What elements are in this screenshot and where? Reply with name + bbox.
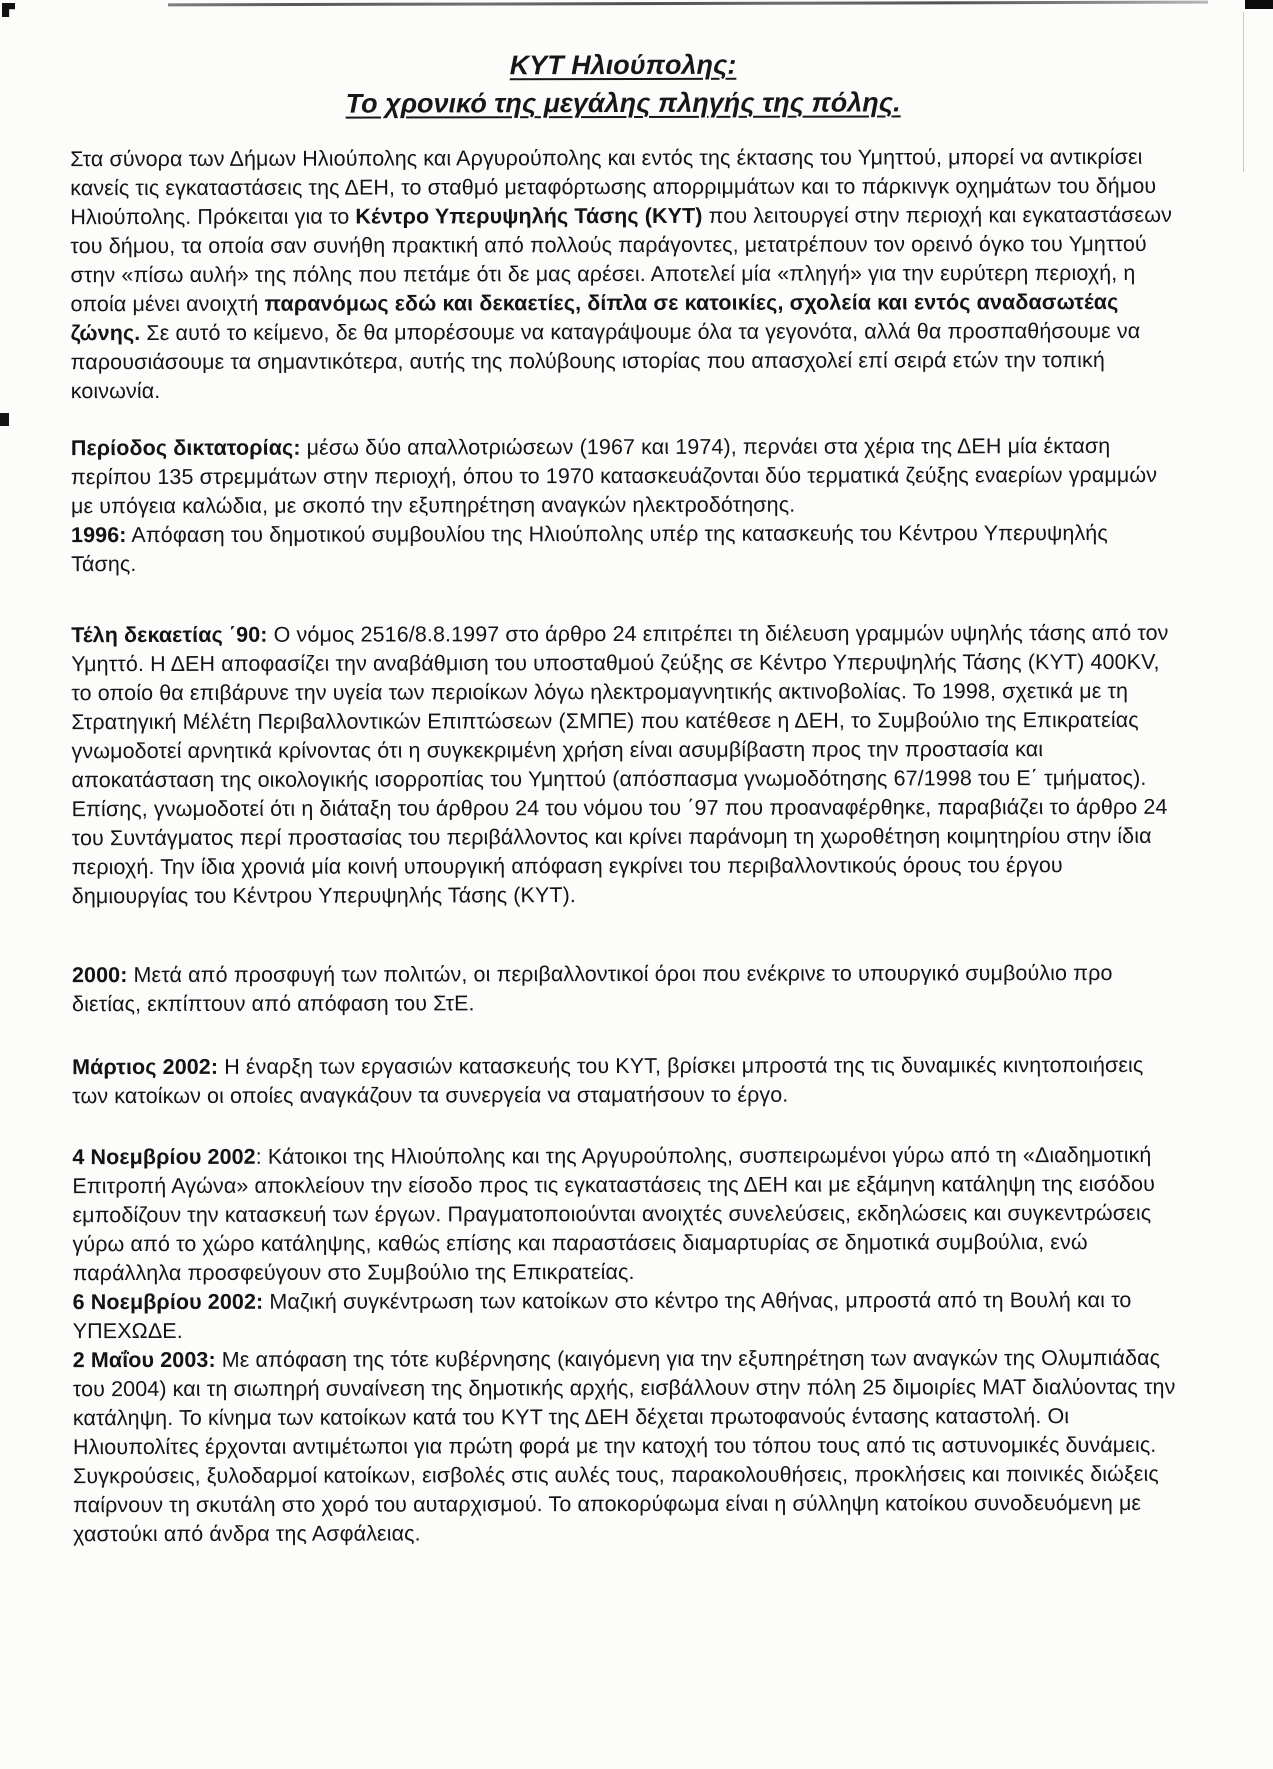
text-run: Μαζική συγκέντρωση των κατοίκων στο κέντρο της Αθήνας, μπροστά από τη Βουλή και το ΥΠΕΧΩΔΕ. bbox=[72, 1287, 1132, 1344]
bold-text-run: 2000: bbox=[71, 963, 128, 988]
bold-text-run: 6 Νοεμβρίου 2002: bbox=[72, 1289, 264, 1315]
bold-text-run: 1996: bbox=[70, 523, 127, 548]
paragraph-late-90s bbox=[71, 619, 1178, 911]
bold-text-run: Κέντρο Υπερυψηλής Τάσης (ΚΥΤ) bbox=[355, 203, 703, 229]
bold-text-run: 4 Νοεμβρίου 2002 bbox=[72, 1144, 256, 1170]
text-run: Στα σύνορα των Δήμων Ηλιούπολης και Αργυρούπολης και εντός της έκτασης του Υμηττού, μπορεί να αντικρίσει κανείς τις εγκαταστάσεις της ΔΕΗ, το σταθμό μεταφόρτωσης απορριμμάτων και το πάρκινγκ οχημάτων του δήμου Ηλιούπολης. Πρόκειται για το bbox=[70, 144, 1157, 230]
document-title bbox=[70, 45, 1176, 123]
bold-text-run: Περίοδος δικτατορίας: bbox=[70, 435, 301, 461]
paragraph-year-1996 bbox=[71, 519, 1177, 579]
text-run: Σε αυτό το κείμενο, δε θα μπορέσουμε να καταγράψουμε όλα τα γεγονότα, αλλά θα προσπαθήσουμε να παρουσιάσουμε τα σημαντικότερα, αυτής της πολύβουης ιστορίας που απασχολεί επί σειρά ετών την τοπική κοινωνία. bbox=[70, 318, 1141, 404]
document-title-line2: Το χρονικό της μεγάλης πληγής της πόλης. bbox=[345, 87, 901, 119]
paragraph-intro bbox=[70, 143, 1177, 406]
bold-text-run: παρανόμως εδώ και δεκαετίες, δίπλα σε κατοικίες, σχολεία και εντός αναδασωτέας ζώνης. bbox=[70, 289, 1119, 346]
text-run: που λειτουργεί στην περιοχή και εγκαταστάσεων του δήμου, τα οποία σαν συνήθη πρακτική από πολλούς παράγοντες, μετατρέπουν τον ορεινό όγκο του Υμηττού στην «πίσω αυλή» της πόλης που πετάμε ότι δε μας αρέσει. Αποτελεί μία «πληγή» για την ευρύτερη περιοχή, η οποία μένει ανοιχτή bbox=[70, 202, 1172, 317]
document-content bbox=[70, 45, 1179, 1549]
paragraph-year-2000 bbox=[72, 959, 1178, 1019]
bold-text-run: 2 Μαΐου 2003: bbox=[72, 1347, 216, 1373]
bold-text-run: Τέλη δεκαετίας ΄90: bbox=[71, 622, 268, 648]
paragraph-march-2002 bbox=[72, 1051, 1178, 1111]
scan-artifact-top-left-mark bbox=[2, 3, 15, 17]
scan-artifact-top-edge-line bbox=[168, 1, 1208, 7]
scan-artifact-left-edge-mark bbox=[0, 413, 9, 426]
scan-artifact-right-edge-line bbox=[1243, 12, 1244, 172]
text-run: Ο νόμος 2516/8.8.1997 στο άρθρο 24 επιτρέπει τη διέλευση γραμμών υψηλής τάσης από τον Υμηττό. Η ΔΕΗ αποφασίζει την αναβάθμιση του υποσταθμού ζεύξης σε Κέντρο Υπερυψηλής Τάσης (ΚΥΤ) 400KV, το οποίο θα επιβάρυνε την υγεία των περιοίκων λόγω ηλεκτρομαγνητικής ακτινοβολίας. Το 1998, σχετικά με τη Στρατηγική Μέλέτη Περιβαλλοντικών Επιπτώσεων (ΣΜΠΕ) που κατέθεσε η ΔΕΗ, το Συμβούλιο της Επικρατείας γνωμοδοτεί αρνητικά κρίνοντας ότι η συγκεκριμένη χρήση είναι ασυμβίβαστη προς την προστασία και αποκατάσταση της οικολογικής ισορροπίας του Υμηττού (απόσπασμα γνωμοδότησης 67/1998 του Ε΄ τμήματος). Επίσης, γνωμοδοτεί ότι η διάταξη του άρθρου 24 του νόμου του ΄97 που προαναφέρθηκε, παραβιάζει το άρθρο 24 του Συντάγματος περί προστασίας του περιβάλλοντος και κρίνει παράνομη τη χωροθέτηση κοιμητηρίου στην ίδια περιοχή. Την ίδια χρονιά μία κοινή υπουργική απόφαση εγκρίνει του περιβαλλοντικούς όρους του έργου δημιουργίας του Κέντρου Υπερυψηλής Τάσης (ΚΥΤ). bbox=[71, 620, 1169, 909]
paragraph-may-2-2003 bbox=[73, 1344, 1179, 1549]
text-run: Μετά από προσφυγή των πολιτών, οι περιβαλλοντικοί όροι που ενέκρινε το υπουργικό συμβούλιο προ διετίας, εκπίπτουν από απόφαση του ΣτΕ. bbox=[71, 960, 1113, 1017]
text-run: Η έναρξη των εργασιών κατασκευής του ΚΥΤ, βρίσκει μπροστά της τις δυναμικές κινητοποιήσεις των κατοίκων οι οποίες αναγκάζουν τα συνεργεία να σταματήσουν το έργο. bbox=[72, 1052, 1144, 1109]
document-title-line1: ΚΥΤ Ηλιούπολης: bbox=[509, 49, 737, 81]
paragraph-november-6-2002 bbox=[73, 1286, 1179, 1346]
document-body bbox=[70, 143, 1179, 1549]
paragraph-dictatorship-period bbox=[71, 432, 1177, 521]
text-run: Με απόφαση της τότε κυβέρνησης (καιγόμενη για την εξυπηρέτηση των αναγκών της Ολυμπιάδας του 2004) και τη σιωπηρή συναίνεση της δημοτικής αρχής, εισβάλλουν στην πόλη 25 διμοιρίες ΜΑΤ διαλύοντας την κατάληψη. Το κίνημα των κατοίκων κατά του ΚΥΤ της ΔΕΗ δέχεται πρωτοφανούς έντασης καταστολή. Οι Ηλιουπολίτες έρχονται αντιμέτωποι για πρώτη φορά με την κατοχή του τόπου τους από τις αστυνομικές δυνάμεις. Συγκρούσεις, ξυλοδαρμοί κατοίκων, εισβολές στις αυλές τους, παρακολουθήσεις, προκλήσεις και ποινικές διώξεις παίρνουν τη σκυτάλη στο χορό του αυταρχισμού. Το αποκορύφωμα είναι η σύλληψη κατοίκου συνοδευόμενη με χαστούκι από άνδρα της Ασφάλειας. bbox=[72, 1345, 1176, 1547]
text-run: Απόφαση του δημοτικού συμβουλίου της Ηλιούπολης υπέρ της κατασκευής του Κέντρου Υπερυψηλής Τάσης. bbox=[71, 520, 1108, 577]
bold-text-run: Μάρτιος 2002: bbox=[72, 1054, 219, 1080]
text-run: : Κάτοικοι της Ηλιούπολης και της Αργυρούπολης, συσπειρωμένοι γύρω από τη «Διαδημοτική Επιτροπή Αγώνα» αποκλείουν την είσοδο προς τις εγκαταστάσεις της ΔΕΗ και με εξάμηνη κατάληψη της εισόδου εμποδίζουν την κατασκευή των έργων. Πραγματοποιούνται ανοιχτές συνελεύσεις, εκδηλώσεις και συγκεντρώσεις γύρω από το χώρο κατάληψης, καθώς επίσης και παραστάσεις διαμαρτυρίας σε δημοτικά συμβούλια, ενώ παράλληλα προσφεύγουν στο Συμβούλιο της Επικρατείας. bbox=[72, 1142, 1155, 1286]
paragraph-november-4-2002 bbox=[72, 1141, 1178, 1288]
text-run: μέσω δύο απαλλοτριώσεων (1967 και 1974), περνάει στα χέρια της ΔΕΗ μία έκταση περίπου 135 στρεμμάτων στην περιοχή, όπου το 1970 κατασκευάζονται δύο τερματικά ζεύξης εναερίων γραμμών με υπόγεια καλώδια, με σκοπό την εξυπηρέτηση αναγκών ηλεκτροδότησης. bbox=[70, 433, 1158, 519]
scan-artifact-top-right-dash bbox=[1245, 0, 1273, 9]
